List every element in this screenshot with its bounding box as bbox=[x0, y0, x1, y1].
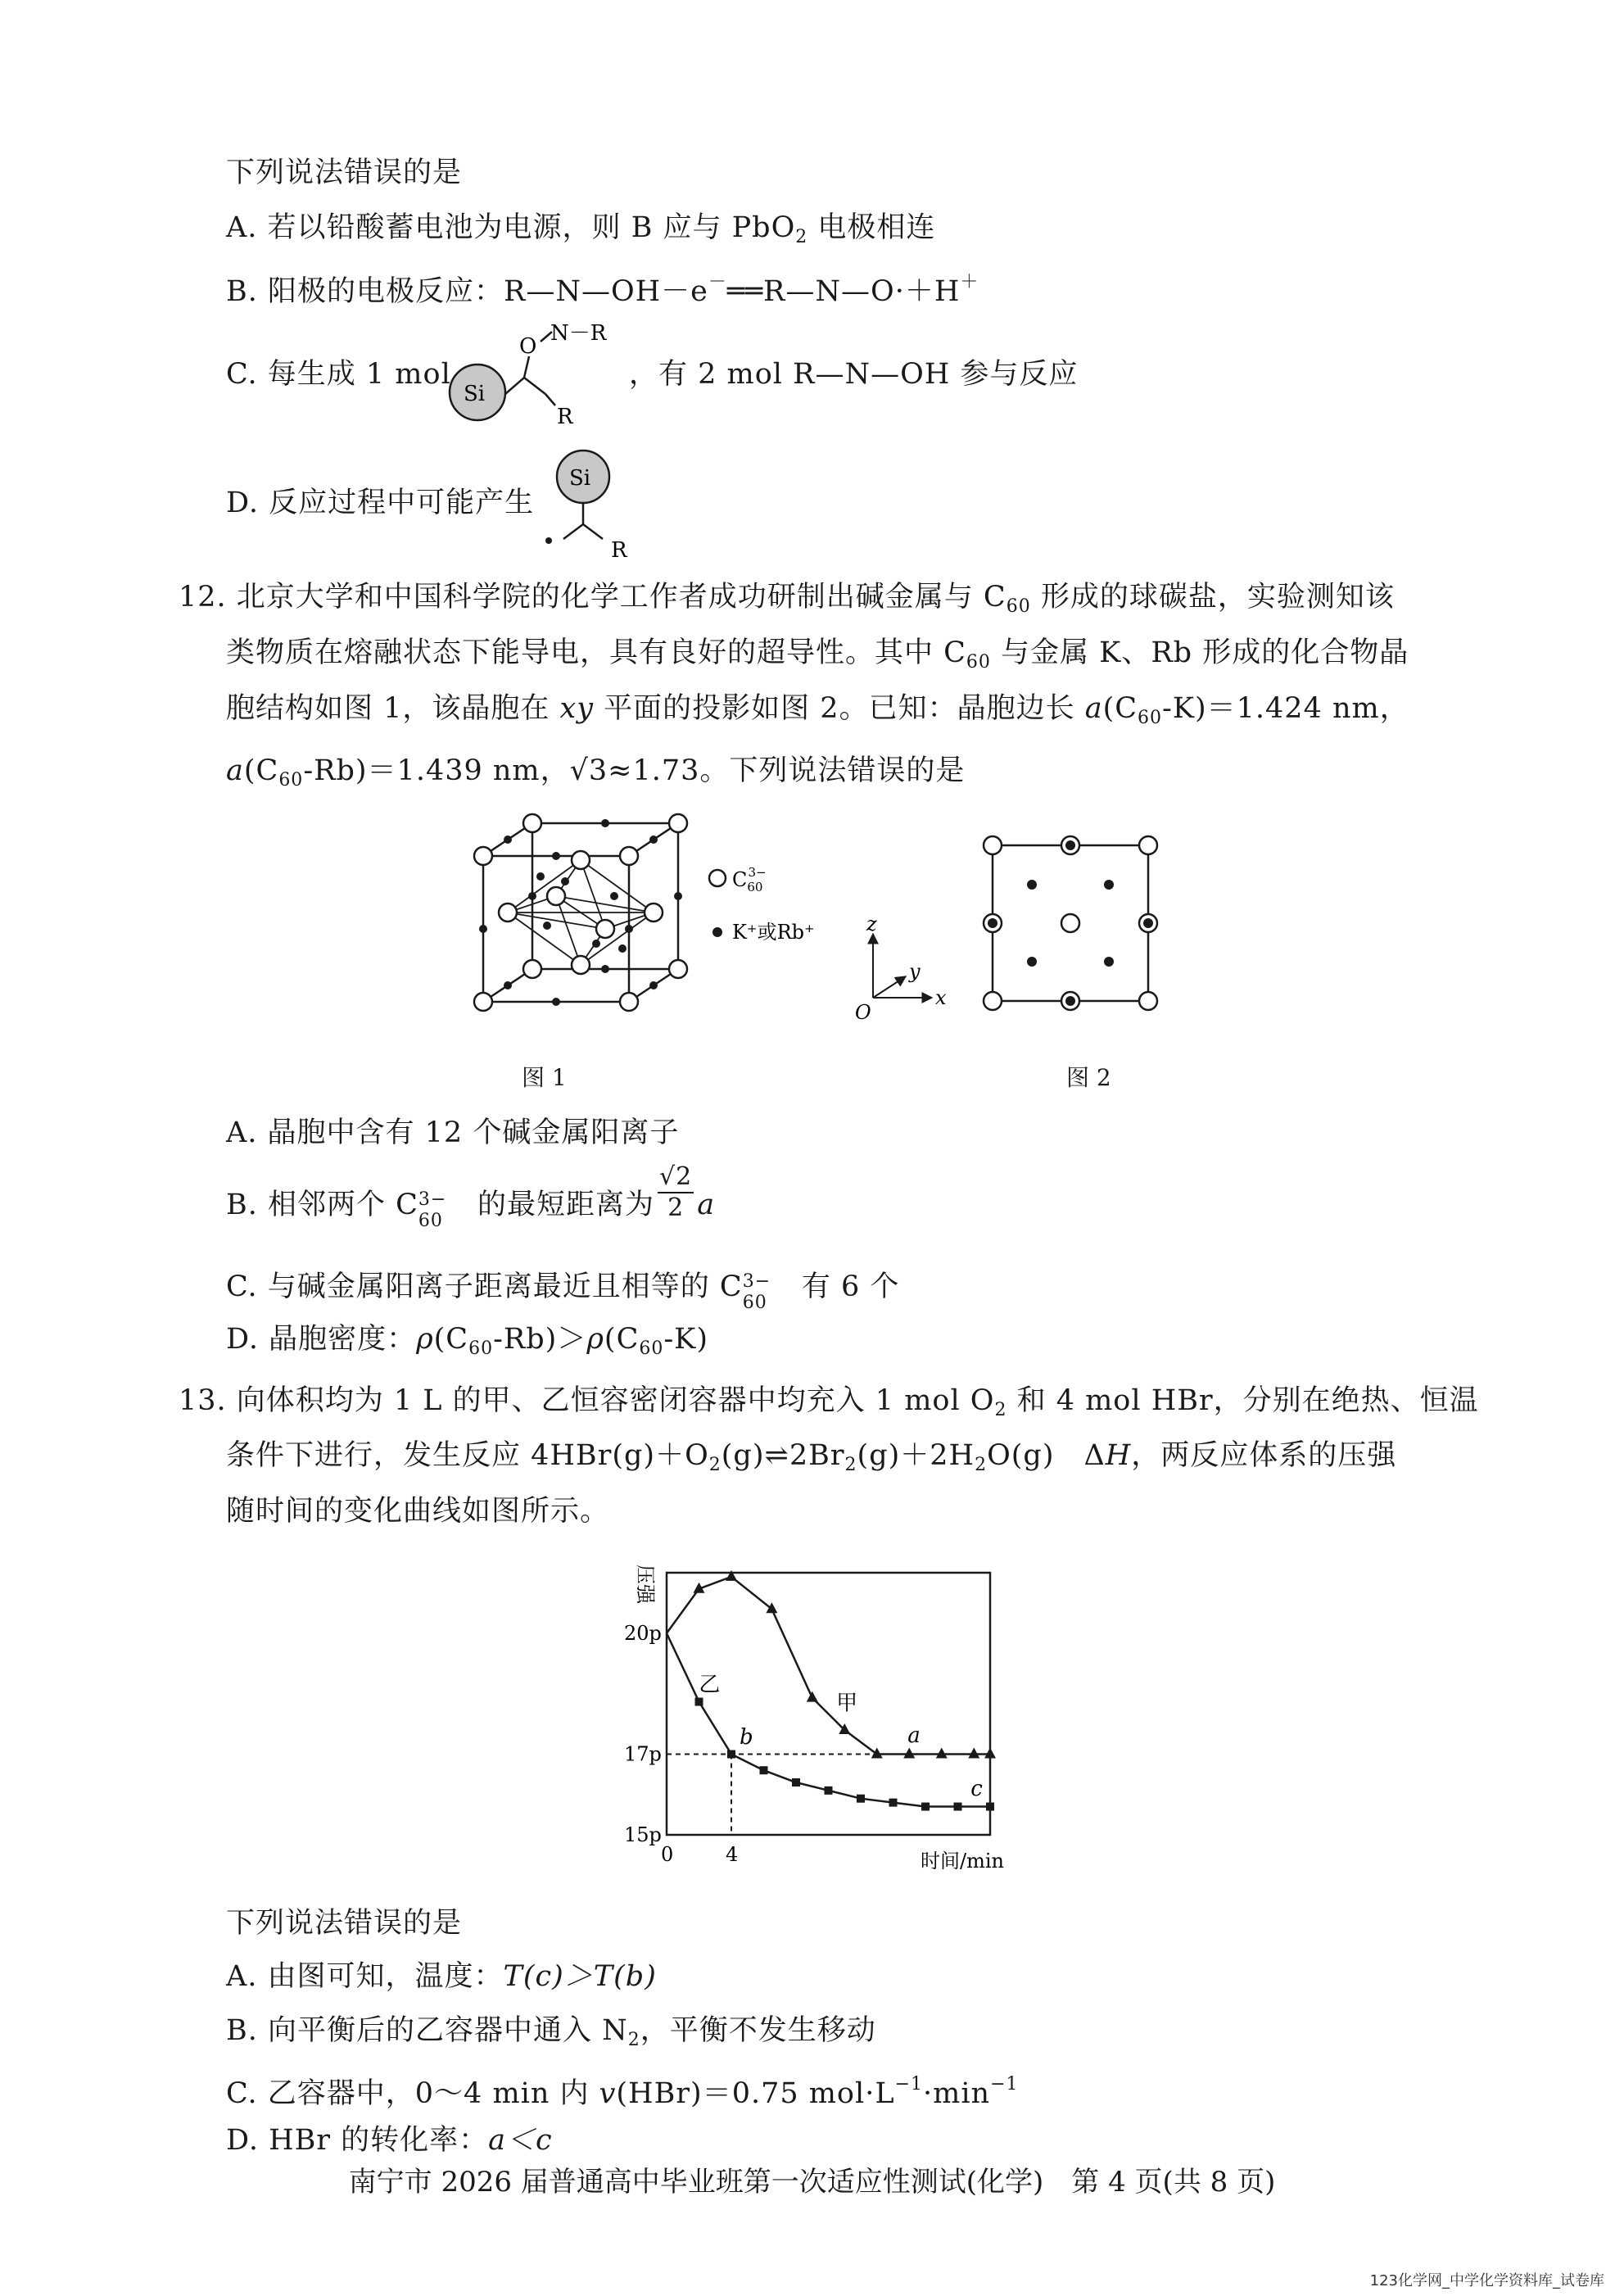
r-label: R bbox=[557, 405, 573, 429]
radical-dot bbox=[545, 537, 552, 544]
q11-option-a: A. 若以铅酸蓄电池为电源，则 B 应与 PbO$_2$ 电极相连 bbox=[226, 211, 936, 247]
bond-o bbox=[524, 356, 529, 378]
series-1-point-8 bbox=[921, 1803, 930, 1811]
page-footer: 南宁市 2026 届普通高中毕业班第一次适应性测试(化学) 第 4 页(共 8 页) bbox=[348, 2166, 1276, 2199]
series-0-point-10 bbox=[984, 1748, 996, 1759]
y-tick-label-2: 20p bbox=[624, 1621, 662, 1645]
series-0-point-4 bbox=[807, 1691, 818, 1702]
c60-legend-label: $C_{60}3-$ bbox=[732, 865, 767, 894]
q12-option-a: A. 晶胞中含有 12 个碱金属阳离子 bbox=[226, 1116, 680, 1149]
q13-option-d: D. HBr 的转化率：a＜c bbox=[226, 2124, 553, 2157]
q12-line-3: 胞结构如图 1，该晶胞在 xy 平面的投影如图 2。已知：晶胞边长 $a(C_{60}-K)=1.424$ nm， bbox=[226, 692, 1409, 728]
pressure-time-chart bbox=[606, 1540, 1032, 1884]
q12-line-1: 12. 北京大学和中国科学院的化学工作者成功研制出碱金属与 $C_{60}$ 形成的球碳盐，实验测知该 bbox=[179, 581, 1395, 617]
o-label: O bbox=[519, 334, 537, 359]
q11-c-structure bbox=[409, 324, 622, 430]
q13-option-b: B. 向平衡后的乙容器中通入 $N_2$，平衡不发生移动 bbox=[226, 2014, 876, 2050]
y-tick-label-0: 15p bbox=[624, 1823, 662, 1846]
series-0-point-3 bbox=[766, 1602, 777, 1613]
figure-2-projection bbox=[975, 827, 1171, 1024]
q11-stem: 下列说法错误的是 bbox=[226, 156, 463, 189]
series-label-1: 乙 bbox=[699, 1673, 721, 1698]
series-1-point-3 bbox=[760, 1766, 768, 1774]
q11-option-d: D. 反应过程中可能产生 bbox=[226, 487, 535, 519]
c60-legend-marker bbox=[709, 870, 726, 886]
axis-origin-label: O bbox=[855, 1001, 871, 1024]
series-1-point-6 bbox=[857, 1795, 865, 1803]
nr-label: N－R bbox=[550, 324, 607, 346]
y-tick-label-1: 17p bbox=[624, 1742, 662, 1766]
q13-line-2: 条件下进行，发生反应 $4HBr(g)+O_2(g)\rightleftharpoons 2Br_2(g)+2H_2O(g)$ ΔH，两反应体系的压强 bbox=[226, 1439, 1397, 1475]
bond-right bbox=[583, 524, 603, 539]
axis-x-label: x bbox=[935, 986, 947, 1009]
series-1-point-5 bbox=[825, 1787, 833, 1795]
figure-1-crystal-cell bbox=[459, 811, 704, 1032]
x-tick-label-0: 0 bbox=[661, 1843, 674, 1866]
figure-2-caption: 图 2 bbox=[1066, 1064, 1111, 1091]
series-1-point-9 bbox=[954, 1803, 962, 1811]
y-axis-label: 压强 bbox=[634, 1565, 657, 1604]
xyz-axes bbox=[850, 916, 957, 1030]
si-label: Si bbox=[569, 466, 591, 491]
cation-legend-marker bbox=[712, 927, 722, 937]
q11-option-c-rest: ，有 2 mol R—N—OH 参与反应 bbox=[629, 358, 1079, 391]
series-0-point-9 bbox=[968, 1748, 979, 1759]
bond-chain bbox=[505, 378, 545, 394]
series-1-point-10 bbox=[986, 1803, 994, 1811]
x-axis-label: 时间/min bbox=[921, 1850, 1004, 1873]
series-1-point-2 bbox=[727, 1750, 735, 1759]
q11-d-radical bbox=[532, 442, 655, 565]
q12-option-c: C. 与碱金属阳离子距离最近且相等的 C 3− 60 有 6 个 bbox=[226, 1270, 900, 1313]
q12-line-4: $a(C_{60}-Rb)=1.439$ nm，√3≈1.73。下列说法错误的是 bbox=[226, 754, 966, 790]
q13-option-a: A. 由图可知，温度：T(c)＞T(b) bbox=[226, 1960, 657, 1993]
series-label-0: 甲 bbox=[836, 1691, 858, 1716]
q13-line-1: 13. 向体积均为 1 L 的甲、乙恒容密闭容器中均充入 1 mol $O_2$ 和 4 mol HBr，分别在绝热、恒温 bbox=[179, 1384, 1479, 1420]
series-0-point-6 bbox=[871, 1748, 883, 1759]
series-1-point-1 bbox=[695, 1698, 703, 1706]
q12-option-d: D. 晶胞密度：$\rho(C_{60}-Rb)>\rho(C_{60}-K)$ bbox=[226, 1323, 708, 1359]
axis-y-label: y bbox=[909, 960, 921, 983]
r-label: R bbox=[611, 538, 627, 563]
series-1-point-4 bbox=[792, 1778, 800, 1787]
bond-left bbox=[563, 524, 583, 539]
q12-option-b: B. 相邻两个 C 3− 60 的最短距离为 $\frac{√2}{2}$ a bbox=[226, 1162, 716, 1231]
q12-line-2: 类物质在熔融状态下能导电，具有良好的超导性。其中 $C_{60}$ 与金属 K、Rb 形成的化合物晶 bbox=[226, 636, 1409, 672]
series-1-point-7 bbox=[889, 1799, 898, 1807]
plot-frame bbox=[667, 1573, 990, 1835]
series-0-point-8 bbox=[936, 1748, 948, 1759]
series-line-1 bbox=[667, 1633, 990, 1807]
axis-z-label: z bbox=[866, 916, 877, 935]
q13-option-c: C. 乙容器中，0～4 min 内 v(HBr)＝0.75 $mol\cdot L^{-1}\cdot\min^{-1}$ bbox=[226, 2074, 1019, 2110]
figure-1-caption: 图 1 bbox=[522, 1064, 567, 1091]
bond-r bbox=[545, 394, 555, 405]
series-0-point-7 bbox=[903, 1748, 915, 1759]
watermark: 123化学网_中学化学资料库_试卷库 bbox=[1369, 2272, 1604, 2289]
q11-option-c-text: C. 每生成 1 mol bbox=[226, 358, 451, 391]
si-label: Si bbox=[464, 382, 486, 406]
figure-1-legend bbox=[706, 862, 853, 952]
q13-stem: 下列说法错误的是 bbox=[226, 1907, 463, 1940]
point-label-a: a bbox=[907, 1723, 921, 1748]
cation-legend-label: K⁺或Rb⁺ bbox=[732, 921, 815, 944]
x-tick-label-1: 4 bbox=[726, 1843, 739, 1866]
point-label-c: c bbox=[970, 1776, 983, 1801]
q11-option-b: B. 阳极的电极反应：R—N—OH－e－══R—N—O·＋H＋ bbox=[226, 272, 979, 308]
q13-line-3: 随时间的变化曲线如图所示。 bbox=[226, 1495, 610, 1528]
point-label-b: b bbox=[740, 1725, 753, 1750]
